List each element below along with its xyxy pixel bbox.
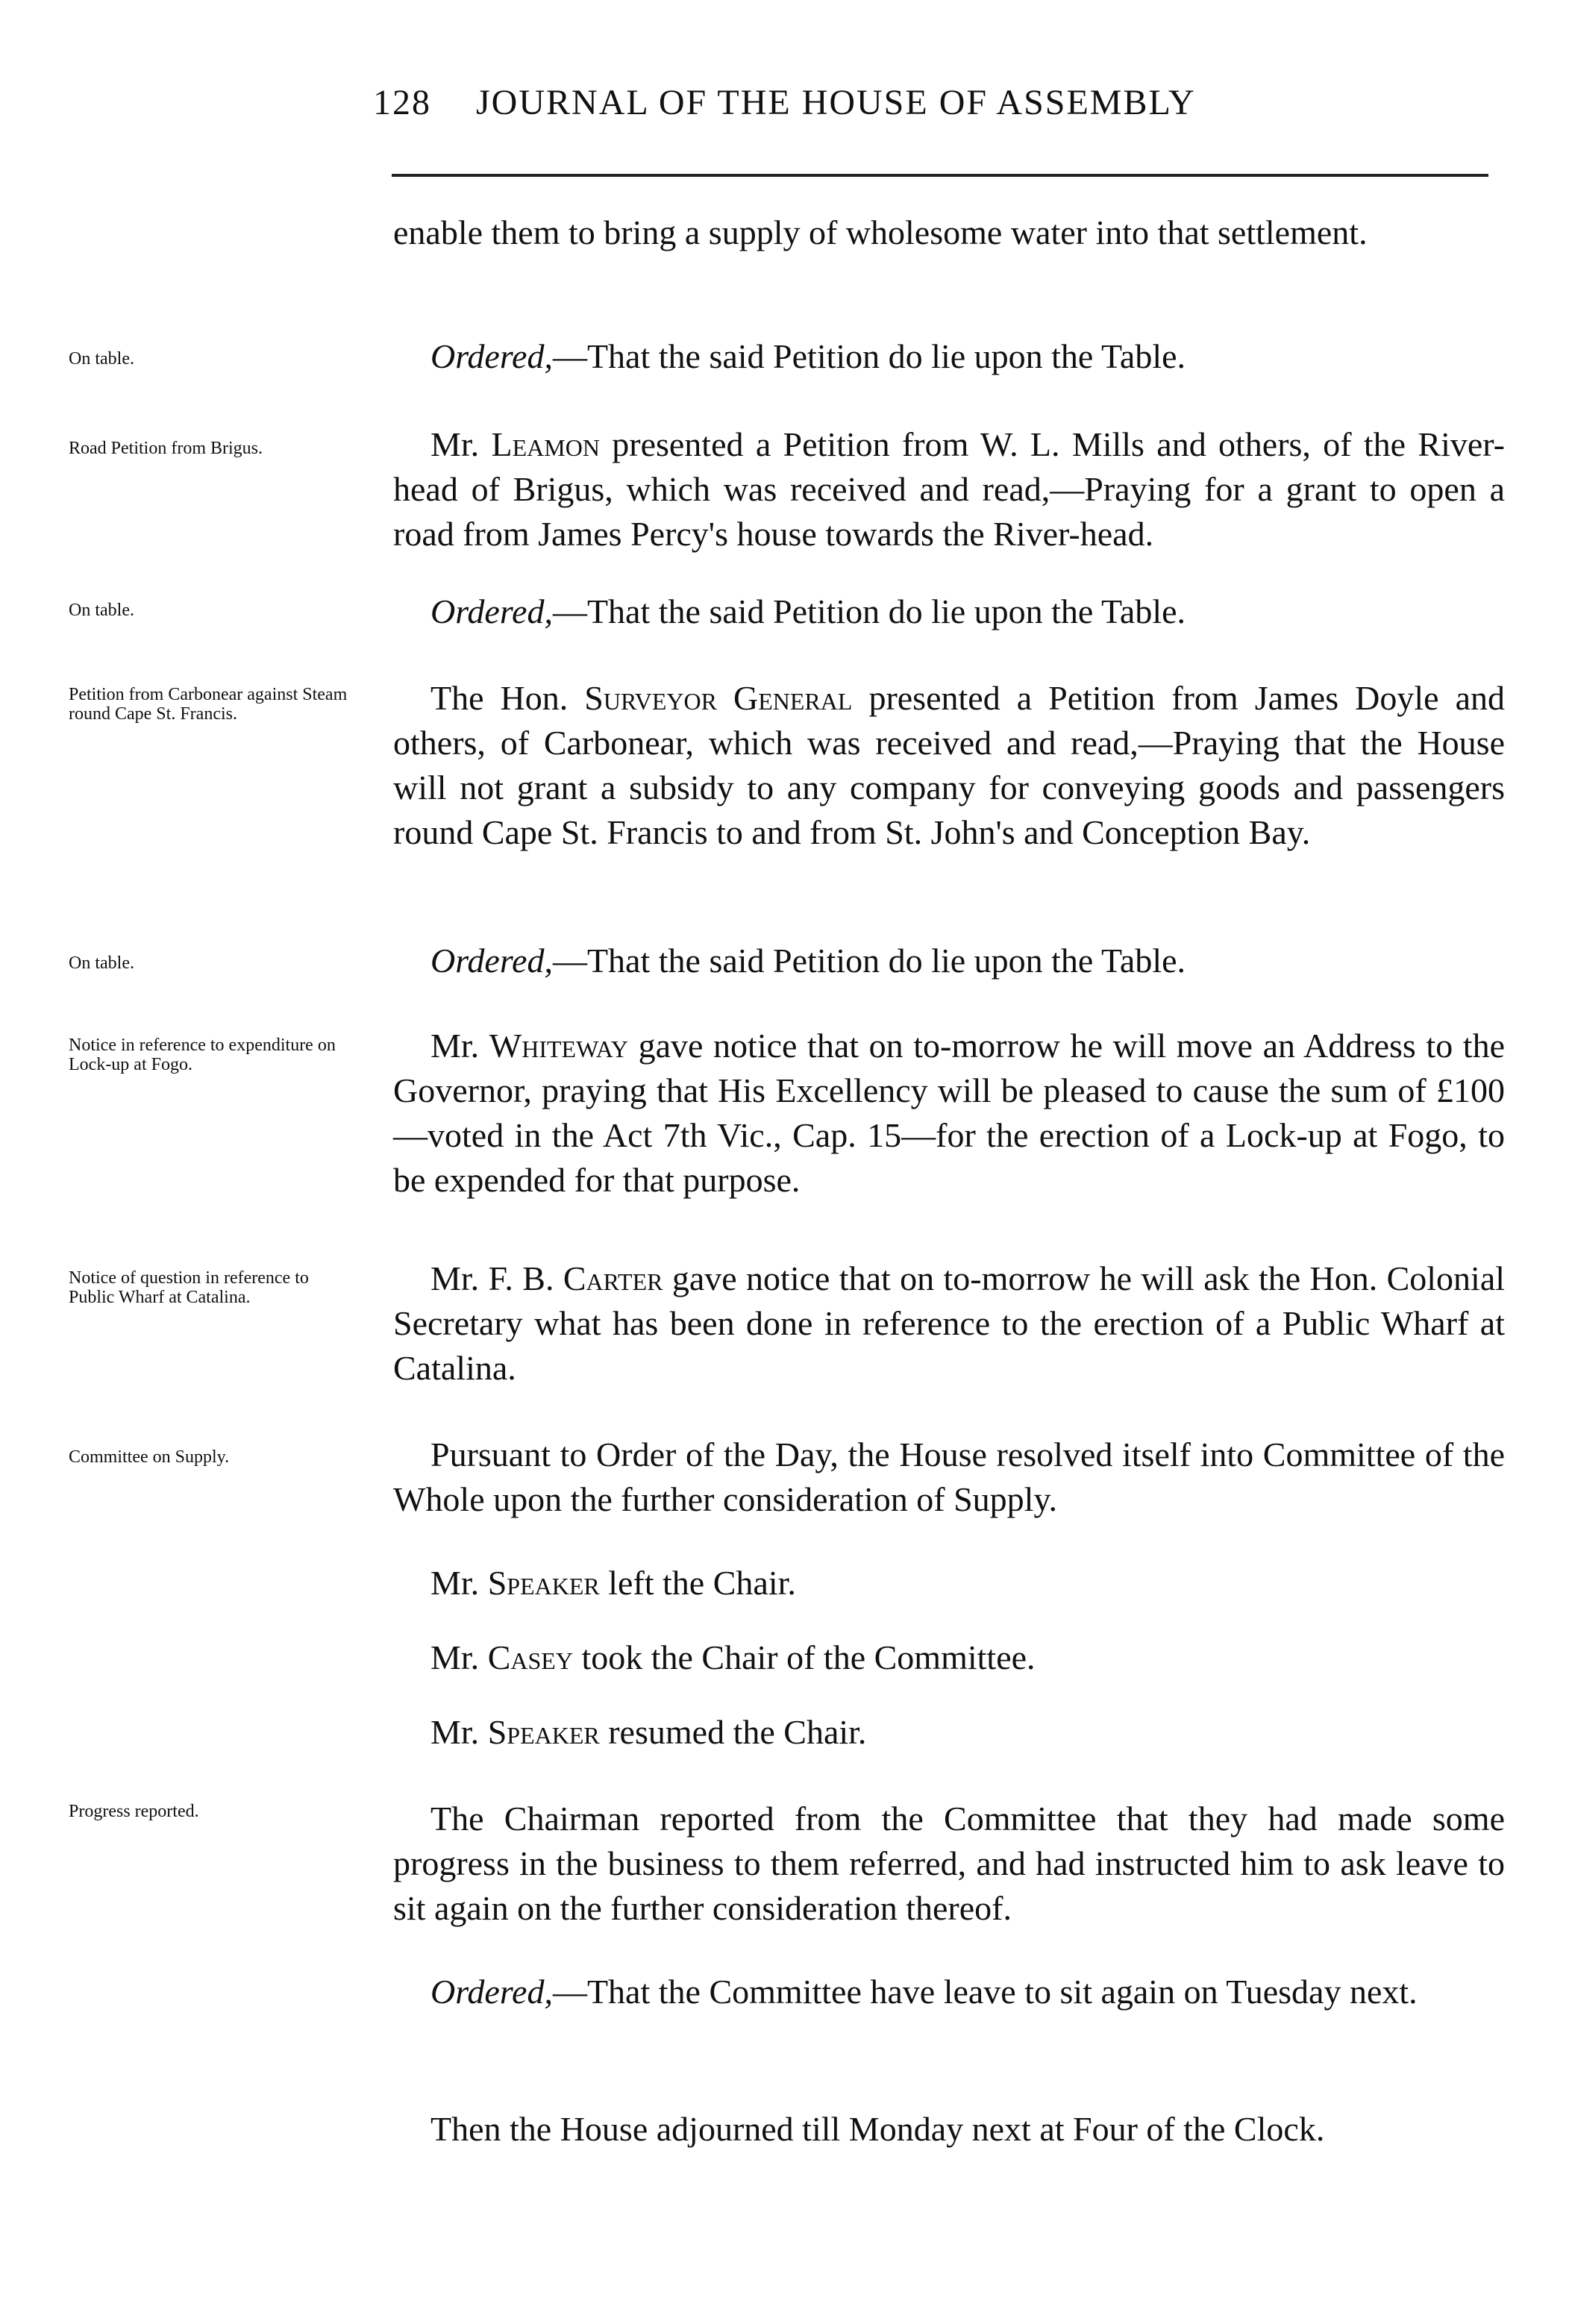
member-name: Casey (487, 1638, 573, 1676)
paragraph-ordered-1: Ordered,—That the said Petition do lie upon the Table. (430, 337, 1186, 375)
paragraph-adjourned: Then the House adjourned till Monday next at Four of the Clock. (430, 2110, 1325, 2148)
paragraph-ordered-2: Ordered,—That the said Petition do lie upon the Table. (430, 592, 1186, 630)
ordered-italic: Ordered, (430, 337, 553, 375)
paragraph-chairman-report: The Chairman reported from the Committee that they had made some progress in the business to them referred, and had instructed him to ask leave to sit again on the further consideration thereof. (393, 1800, 1505, 1927)
margin-note-on-table-3: On table. (69, 953, 134, 973)
margin-note-on-table-2: On table. (69, 601, 134, 620)
page-number: 128 (373, 83, 431, 122)
paragraph-continuation: enable them to bring a supply of wholesome water into that settlement. (393, 213, 1368, 251)
member-name: Leamon (491, 425, 600, 463)
margin-note-carbonear-petition: Petition from Carbonear against Steam round Cape St. Francis. (69, 685, 348, 724)
margin-note-fogo-lockup: Notice in reference to expenditure on Lock-up at Fogo. (69, 1036, 336, 1074)
margin-note-catalina-wharf: Notice of question in reference to Public Wharf at Catalina. (69, 1268, 309, 1307)
paragraph-carter-notice: Mr. F. B. Carter gave notice that on to-morrow he will ask the Hon. Colonial Secretary what has been done in reference to the erection of a Public Wharf at Catalina. (393, 1259, 1506, 1387)
margin-note-committee-supply: Committee on Supply. (69, 1447, 230, 1467)
paragraph-surveyor-petition: The Hon. Surveyor General presented a Petition from James Doyle and others, of Carbonear, which was received and read,—Praying that the House will not grant a subsidy to any company for conveying goods and passengers round Cape St. Francis to and from St. John's and Conception Bay. (393, 679, 1505, 851)
paragraph-casey-chair: Mr. Casey took the Chair of the Committee. (430, 1638, 1036, 1676)
ordered-italic: Ordered, (430, 1973, 553, 2011)
paragraph-ordered-3: Ordered,—That the said Petition do lie upon the Table. (430, 942, 1186, 980)
paragraph-order-of-day: Pursuant to Order of the Day, the House resolved itself into Committee of the Whole upon the further consideration of Supply. (393, 1435, 1505, 1518)
member-name: Speaker (487, 1564, 600, 1602)
journal-title: JOURNAL OF THE HOUSE OF ASSEMBLY (476, 83, 1196, 122)
member-name: Whiteway (489, 1027, 629, 1065)
ordered-italic: Ordered, (430, 942, 553, 980)
margin-note-progress-reported: Progress reported. (69, 1802, 199, 1821)
paragraph-leamon-petition: Mr. Leamon presented a Petition from W. L. Mills and others, of the River-head of Brigus, which was received and read,—Praying for a grant to open a road from James Percy's house towards the River-head. (393, 425, 1505, 553)
header-rule (392, 174, 1488, 177)
paragraph-whiteway-notice: Mr. Whiteway gave notice that on to-morrow he will move an Address to the Governor, praying that His Excellency will be pleased to cause the sum of £100—voted in the Act 7th Vic., Cap. 15—for the erection of a Lock-up at Fogo, to be expended for that purpose. (393, 1027, 1506, 1199)
margin-note-on-table-1: On table. (69, 349, 134, 369)
paragraph-speaker-resumed: Mr. Speaker resumed the Chair. (430, 1713, 867, 1751)
paragraph-speaker-left: Mr. Speaker left the Chair. (430, 1564, 796, 1602)
member-name: Speaker (487, 1713, 600, 1751)
member-name: Carter (563, 1259, 663, 1297)
paragraph-ordered-committee: Ordered,—That the Committee have leave to sit again on Tuesday next. (430, 1973, 1418, 2011)
member-name: Surveyor General (584, 679, 853, 717)
ordered-italic: Ordered, (430, 592, 553, 630)
page-header (373, 82, 1196, 123)
margin-note-road-petition: Road Petition from Brigus. (69, 439, 263, 458)
